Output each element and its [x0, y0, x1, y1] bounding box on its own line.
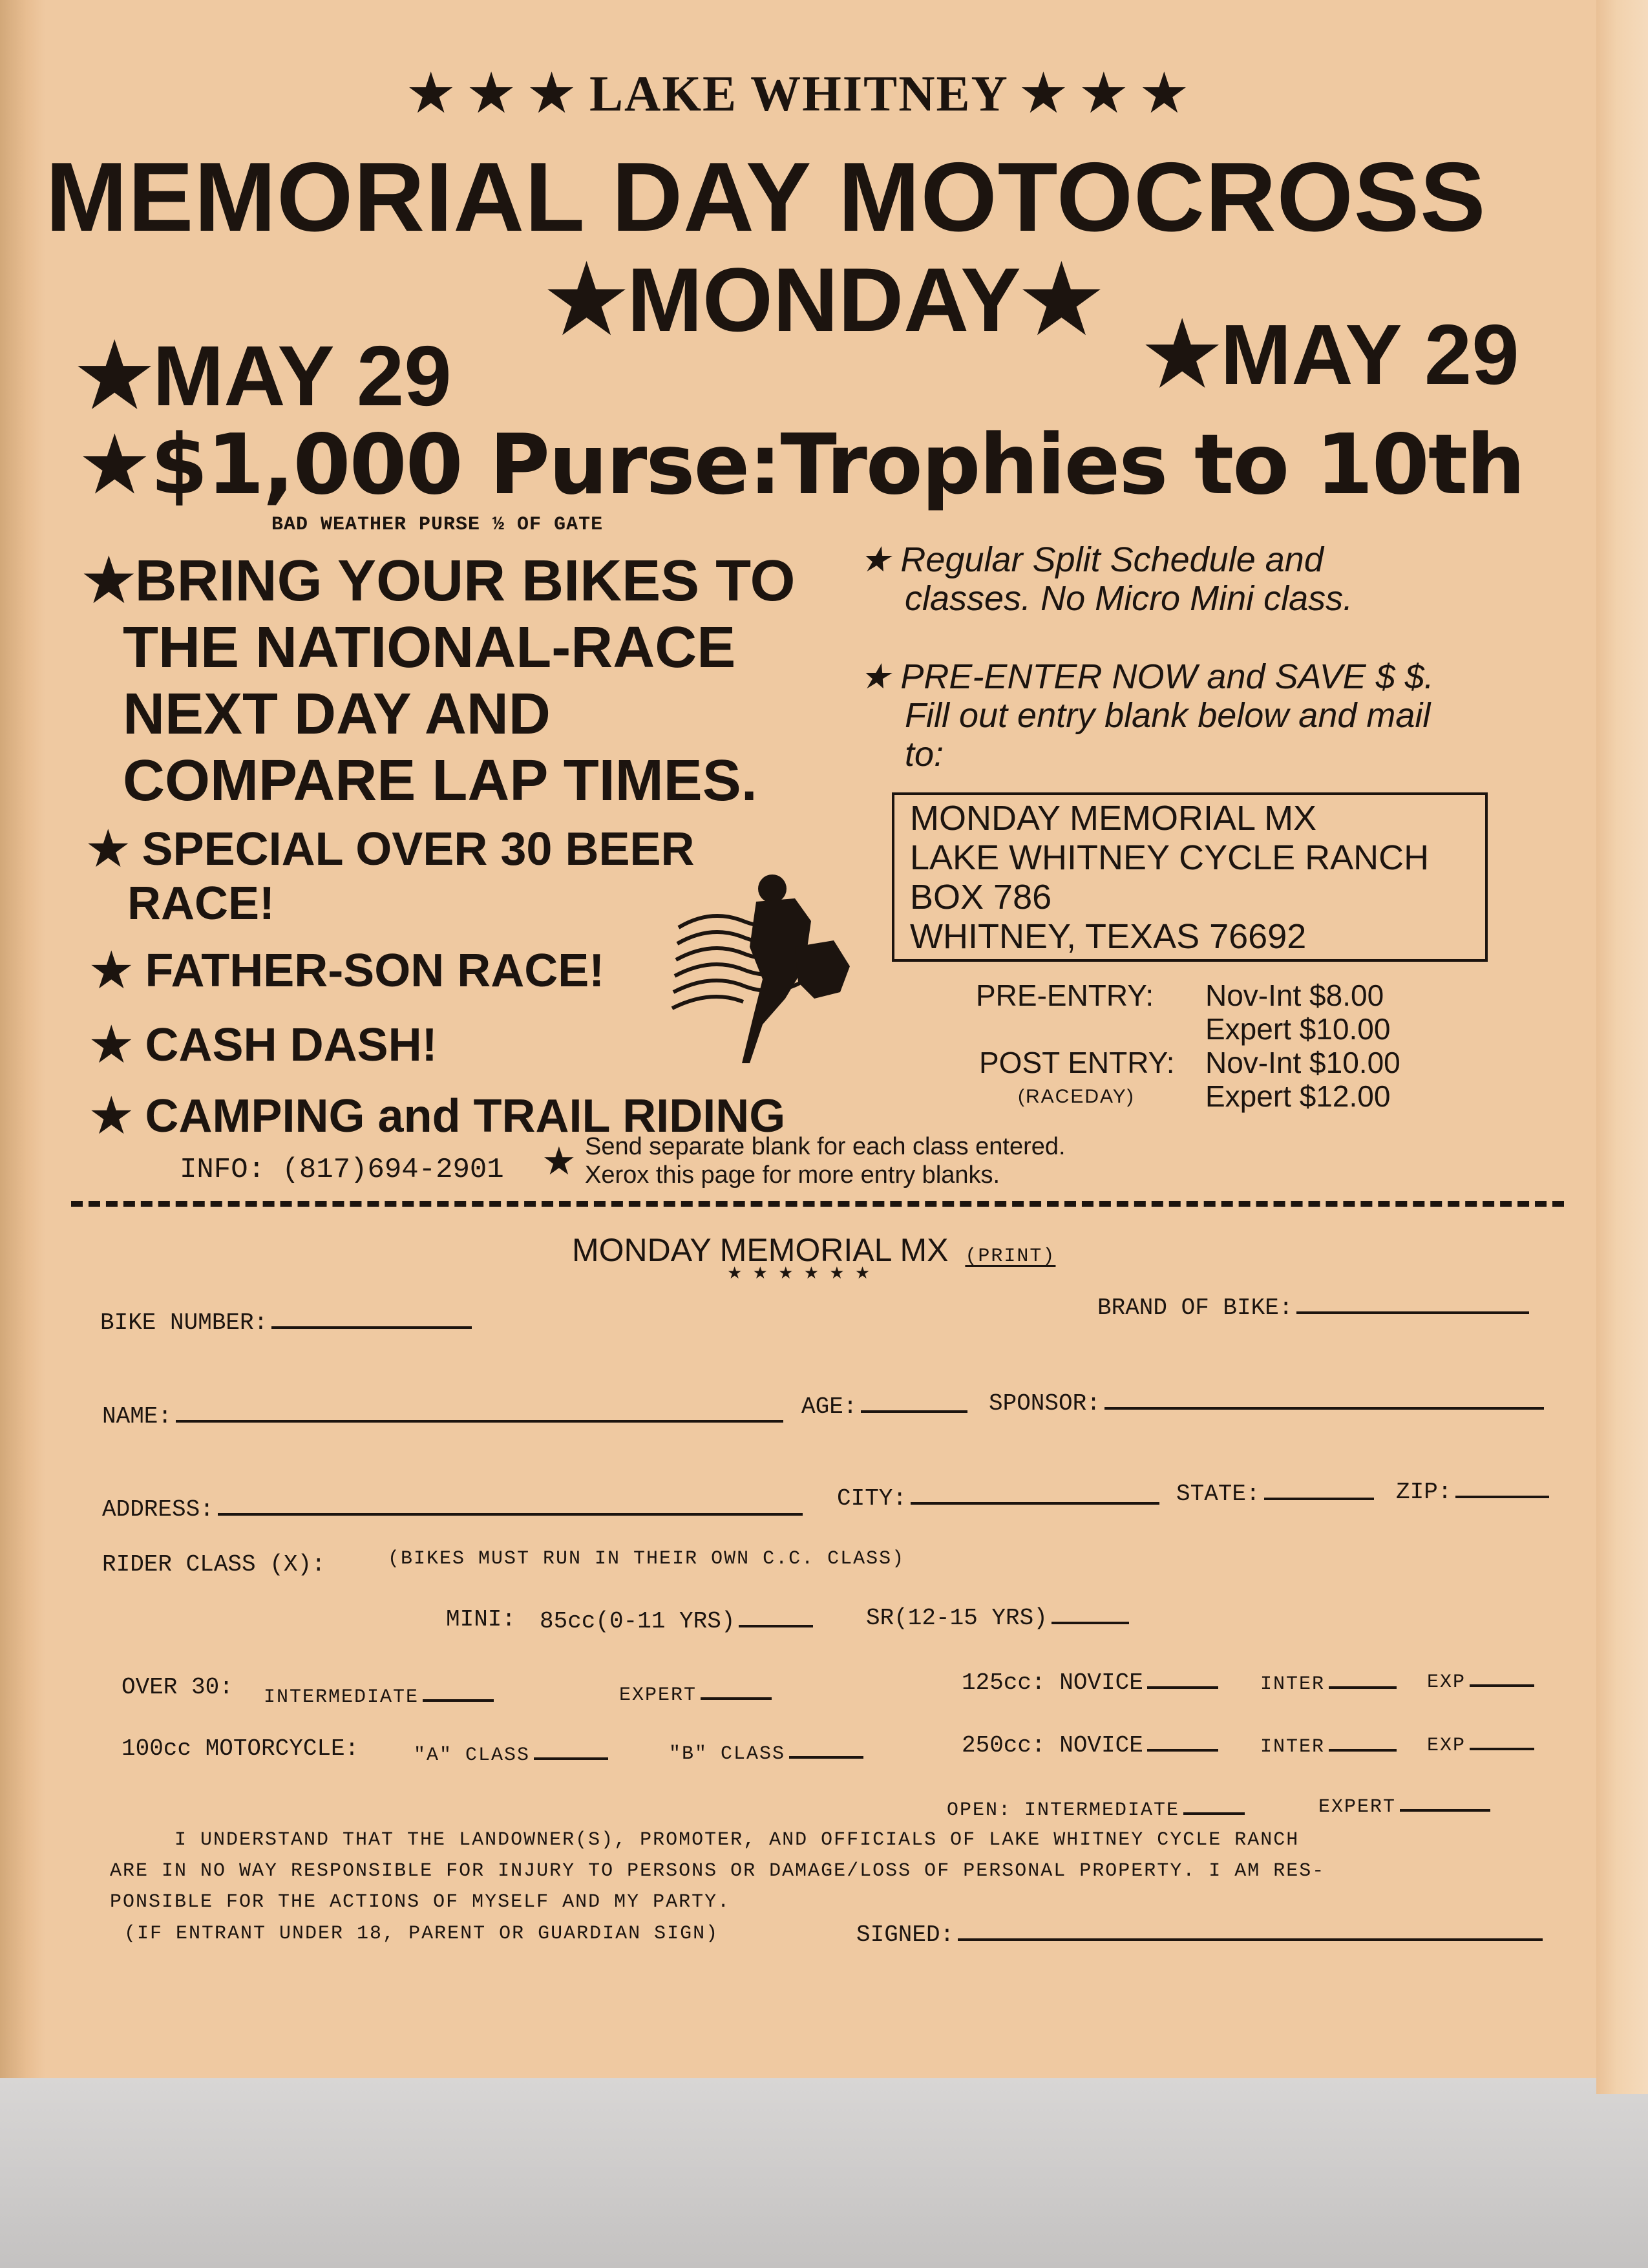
cc125-novice-option[interactable] [962, 1664, 1218, 1696]
over30-expert-label: EXPERT [619, 1684, 697, 1706]
form-title-text: MONDAY MEMORIAL MX [572, 1232, 949, 1268]
over30-label: OVER 30: [121, 1674, 233, 1701]
cc250-exp-blank[interactable] [1470, 1726, 1534, 1750]
over30-expert-blank[interactable] [701, 1675, 772, 1700]
cc125-inter-blank[interactable] [1329, 1664, 1397, 1689]
address-line: LAKE WHITNEY CYCLE RANCH [910, 838, 1430, 877]
note-line: Xerox this page for more entry blanks. [585, 1161, 1000, 1189]
mini-sr-option[interactable] [866, 1600, 1129, 1631]
waiver-line: I UNDERSTAND THAT THE LANDOWNER(S), PROMOTER, AND OFFICIALS OF LAKE WHITNEY CYCLE RANCH [174, 1829, 1300, 1851]
pre-entry-novint-fee: Nov-Int $8.00 [1205, 979, 1384, 1012]
address-line: BOX 786 [910, 878, 1052, 917]
date-left: ★MAY 29 [76, 328, 452, 423]
feature-line: THE NATIONAL-RACE [123, 615, 736, 680]
cc125-exp-option[interactable] [1427, 1662, 1534, 1693]
rider-class-heading: RIDER CLASS (X): [102, 1551, 326, 1578]
feature-line: ★ SPECIAL OVER 30 BEER [87, 823, 695, 875]
signature-field[interactable] [856, 1916, 1543, 1948]
cc250-inter-option[interactable] [1260, 1727, 1397, 1758]
sponsor-blank[interactable] [1104, 1385, 1544, 1410]
address-field[interactable] [102, 1491, 803, 1523]
moto100-label: 100cc MOTORCYCLE: [121, 1735, 359, 1762]
cc250-novice-blank[interactable] [1147, 1727, 1218, 1752]
feature-line: NEXT DAY AND [123, 682, 551, 747]
cut-line [71, 1201, 1564, 1207]
state-label: STATE: [1176, 1481, 1260, 1507]
bike-number-field[interactable] [100, 1304, 472, 1336]
mini-sr-blank[interactable] [1051, 1600, 1129, 1624]
mini-85cc-option[interactable] [540, 1603, 813, 1635]
brand-label: BRAND OF BIKE: [1097, 1295, 1293, 1321]
city-blank[interactable] [911, 1480, 1159, 1505]
date-right: ★MAY 29 [1144, 307, 1519, 402]
open-expert-label: EXPERT [1318, 1796, 1397, 1818]
cc125-exp-label: EXP [1427, 1671, 1466, 1693]
pre-entry-expert-fee: Expert $10.00 [1205, 1012, 1391, 1046]
a-class-blank[interactable] [534, 1735, 608, 1760]
post-entry-label: POST ENTRY: [979, 1046, 1175, 1079]
lake-whitney-heading: ★ ★ ★ LAKE WHITNEY ★ ★ ★ [408, 65, 1188, 122]
cc125-inter-label: INTER [1260, 1673, 1326, 1695]
note-line: Fill out entry blank below and mail [905, 696, 1431, 735]
mini-85cc-blank[interactable] [739, 1603, 813, 1627]
event-title: MEMORIAL DAY MOTOCROSS [45, 142, 1486, 252]
mailing-address-box [892, 792, 1488, 962]
name-field[interactable] [102, 1398, 783, 1430]
age-field[interactable] [801, 1388, 967, 1420]
mini-label: MINI: [446, 1606, 516, 1633]
open-intermediate-blank[interactable] [1183, 1790, 1245, 1815]
rider-flag-illustration [666, 869, 860, 1076]
cc250-novice-label: 250cc: NOVICE [962, 1732, 1143, 1759]
over30-expert-option[interactable] [619, 1675, 772, 1706]
note-line: to: [905, 735, 944, 774]
feature-line: COMPARE LAP TIMES. [123, 748, 757, 813]
national-race-feature [83, 548, 796, 814]
address-line: WHITNEY, TEXAS 76692 [910, 917, 1307, 956]
cc125-inter-option[interactable] [1260, 1664, 1397, 1695]
post-entry-novint-fee: Nov-Int $10.00 [1205, 1046, 1400, 1079]
cc250-inter-label: INTER [1260, 1736, 1326, 1758]
sponsor-field[interactable] [989, 1385, 1544, 1417]
open-intermediate-label: OPEN: INTERMEDIATE [947, 1799, 1180, 1821]
state-blank[interactable] [1264, 1476, 1374, 1500]
texas-shape [795, 940, 850, 999]
raceday-note: (RACEDAY) [1018, 1086, 1135, 1107]
cc250-inter-blank[interactable] [1329, 1727, 1397, 1752]
print-note: (PRINT) [965, 1245, 1056, 1267]
b-class-option[interactable] [669, 1734, 863, 1765]
note-line: ★ Regular Split Schedule and [860, 540, 1324, 579]
guardian-note: (IF ENTRANT UNDER 18, PARENT OR GUARDIAN SIGN) [124, 1923, 719, 1945]
cc125-exp-blank[interactable] [1470, 1662, 1534, 1687]
sponsor-label: SPONSOR: [989, 1390, 1101, 1417]
pre-enter-note [860, 657, 1434, 774]
bike-number-blank[interactable] [271, 1304, 472, 1329]
a-class-label: "A" CLASS [414, 1744, 531, 1766]
beer-race-feature [87, 822, 694, 931]
pre-entry-label: PRE-ENTRY: [976, 979, 1154, 1012]
open-expert-option[interactable] [1318, 1787, 1490, 1818]
title-stars: ★ ★ ★ ★ ★ ★ [727, 1264, 873, 1283]
purse-headline: ★$1,000 Purse:Trophies to 10th [78, 417, 1525, 513]
father-son-feature: ★ FATHER-SON RACE! [90, 945, 605, 997]
name-blank[interactable] [176, 1398, 783, 1423]
brand-blank[interactable] [1296, 1289, 1529, 1314]
cc125-novice-label: 125cc: NOVICE [962, 1669, 1143, 1696]
address-line: MONDAY MEMORIAL MX [910, 799, 1317, 838]
age-label: AGE: [801, 1394, 858, 1420]
b-class-blank[interactable] [789, 1734, 863, 1759]
brand-field[interactable] [1097, 1289, 1529, 1321]
bad-weather-note: BAD WEATHER PURSE ½ OF GATE [271, 514, 604, 536]
name-label: NAME: [102, 1403, 173, 1430]
bike-number-label: BIKE NUMBER: [100, 1309, 268, 1336]
state-field[interactable] [1176, 1476, 1374, 1507]
day-heading: ★MONDAY★ [545, 249, 1103, 350]
signature-blank[interactable] [958, 1916, 1543, 1941]
zip-blank[interactable] [1455, 1474, 1549, 1498]
cc125-novice-blank[interactable] [1147, 1664, 1218, 1689]
cc250-exp-label: EXP [1427, 1735, 1466, 1757]
rider-helmet [758, 874, 787, 903]
feature-line: ★BRING YOUR BIKES TO [83, 549, 796, 613]
open-expert-blank[interactable] [1400, 1787, 1490, 1812]
cc250-novice-option[interactable] [962, 1727, 1218, 1759]
a-class-option[interactable] [414, 1735, 608, 1766]
zip-label: ZIP: [1396, 1479, 1452, 1505]
mini-85cc-label: 85cc(0-11 YRS) [540, 1608, 735, 1635]
post-entry-expert-fee: Expert $12.00 [1205, 1079, 1391, 1113]
address-label: ADDRESS: [102, 1496, 214, 1523]
age-blank[interactable] [861, 1388, 967, 1413]
rider-class-note: (BIKES MUST RUN IN THEIR OWN C.C. CLASS) [388, 1548, 905, 1570]
note-line: ★ PRE-ENTER NOW and SAVE $ $. [860, 657, 1434, 696]
city-label: CITY: [837, 1485, 907, 1512]
cc250-exp-option[interactable] [1427, 1726, 1534, 1757]
send-note [585, 1132, 1066, 1189]
camping-feature: ★ CAMPING and TRAIL RIDING [90, 1090, 786, 1142]
waiver-line: ARE IN NO WAY RESPONSIBLE FOR INJURY TO PERSONS OR DAMAGE/LOSS OF PERSONAL PROPERTY. I AM RES- [110, 1860, 1326, 1882]
b-class-label: "B" CLASS [669, 1743, 786, 1765]
open-intermediate-option[interactable] [947, 1790, 1245, 1821]
scan-background [0, 2078, 1648, 2268]
schedule-note [860, 540, 1353, 618]
note-line: Send separate blank for each class entered. [585, 1133, 1066, 1160]
over30-intermediate-label: INTERMEDIATE [264, 1686, 419, 1708]
over30-intermediate-blank[interactable] [423, 1677, 494, 1702]
city-field[interactable] [837, 1480, 1159, 1512]
feature-line: RACE! [127, 878, 275, 929]
zip-field[interactable] [1396, 1474, 1549, 1505]
note-line: classes. No Micro Mini class. [905, 579, 1353, 618]
flag-stripe [672, 997, 743, 1008]
waiver-line: PONSIBLE FOR THE ACTIONS OF MYSELF AND MY PARTY. [110, 1891, 731, 1913]
signed-label: SIGNED: [856, 1922, 955, 1948]
mini-sr-label: SR(12-15 YRS) [866, 1605, 1048, 1631]
info-phone: INFO: (817)694-2901 [180, 1154, 504, 1186]
over30-intermediate-option[interactable] [264, 1677, 494, 1708]
star-icon: ★ [542, 1139, 576, 1184]
cash-dash-feature: ★ CASH DASH! [90, 1019, 438, 1071]
address-blank[interactable] [218, 1491, 803, 1516]
